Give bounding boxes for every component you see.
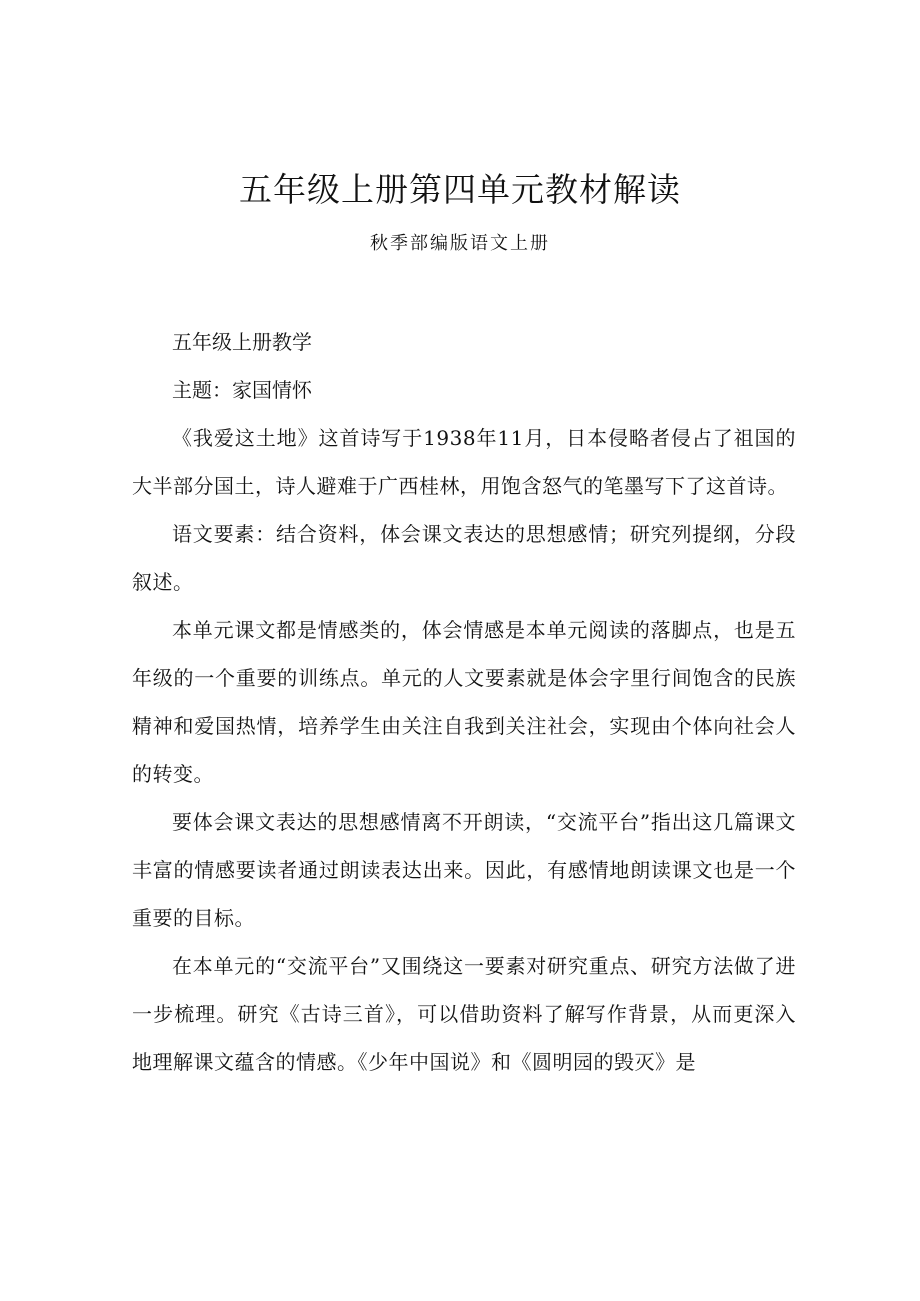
paragraph-unit-emotion: 本单元课文都是情感类的，体会情感是本单元阅读的落脚点，也是五年级的一个重要的训练点。单元的人文要素就是体会字里行间饱含的民族精神和爱国热情，培养学生由关注自我到关注社会，实现由个体向社会人的转变。 (132, 618, 796, 786)
theme-line: 主题：家国情怀 (172, 378, 312, 402)
section-label: 五年级上册教学 (172, 330, 312, 354)
paragraph-poem-background: 《我爱这土地》这首诗写于1938年11月，日本侵略者侵占了祖国的大半部分国土，诗人避难于广西桂林，用饱含怒气的笔墨写下了这首诗。 (132, 426, 796, 498)
paragraph-reading-aloud: 要体会课文表达的思想感情离不开朗读，“交流平台”指出这几篇课文丰富的情感要读者通过朗读表达出来。因此，有感情地朗读课文也是一个重要的目标。 (132, 810, 796, 930)
paragraph-exchange-platform: 在本单元的“交流平台”又围绕这一要素对研究重点、研究方法做了进一步梳理。研究《古诗三首》，可以借助资料了解写作背景，从而更深入地理解课文蕴含的情感。《少年中国说》和《圆明园的毁灭》是 (132, 954, 796, 1074)
document-body (132, 318, 796, 1086)
document-title: 五年级上册第四单元教材解读 (239, 170, 681, 209)
paragraph-language-elements: 语文要素：结合资料，体会课文表达的思想感情；研究列提纲，分段叙述。 (132, 522, 796, 594)
document-subtitle: 秋季部编版语文上册 (370, 233, 550, 254)
